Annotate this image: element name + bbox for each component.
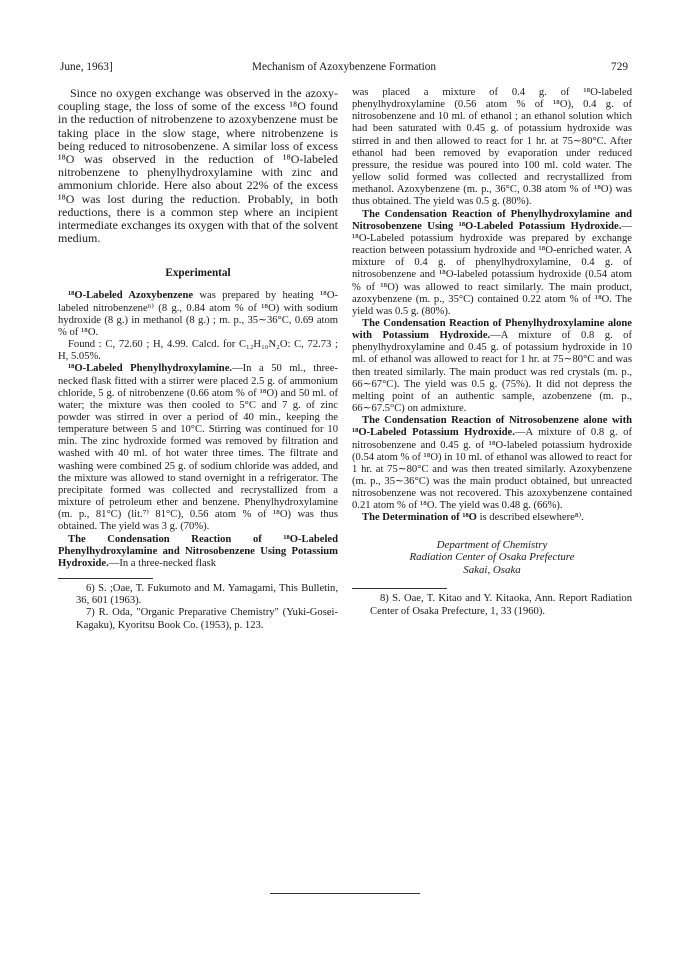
paragraph-continued: was placed a mixture of 0.4 g. of ¹⁸O-labeled phenylhydroxylamine (0.56 atom % of ¹⁸O), 0.4 g. of nitrosobenzene and 10 ml. of ethanol ; an ethanol solution which had been saturated with 0.45 g. of potassium hydroxide was stirred in and then allowed to react for 1 hr. at 75∼80°C. After ethanol had been removed by evaporation under reduced pressure, the residue was poured into 100 ml. cold water. The yellow solid formed was collected and recrystallized from methanol. Azoxybenzene (m. p., 36°C, 0.38 atom % of ¹⁸O) was thus obtained. The yield was 0.5 g. (80%). xyxy=(352,87,632,208)
run-in-heading: ¹⁸O-Labeled Azoxybenzene xyxy=(68,290,194,302)
left-column xyxy=(58,87,338,632)
paragraph-body: —A mixture of 0.8 g. of nitrosobenzene and 0.45 g. of ¹⁸O-labeled potassium hydroxide (0.54 atom % of ¹⁸O) in 10 ml. of ethanol was allowed to react for 1 hr. at 75∼80°C and was then treated similarly. Azoxybenzene (m. p., 35∼36°C) was the main product obtained, but unreacted nitrosobenzene was not recovered. This azoxybenzene contained 0.21 atom % of ¹⁸O. The yield was 0.48 g. (66%). xyxy=(352,427,632,512)
paragraph-labeled-koh xyxy=(352,209,632,318)
running-header xyxy=(60,59,628,75)
paragraph-body: was prepared by heating ¹⁸O-labeled nitrobenzene⁶⁾ (8 g., 0.84 atom % of ¹⁸O) with sodium hydroxide (8 g.) in methanol (8 g.) ; m. p., 35∼36°C, 0.69 atom % of ¹⁸O. xyxy=(58,290,339,338)
footnote-8: 8) S. Oae, T. Kitao and Y. Kitaoka, Ann. Report Radiation Center of Osaka Prefecture, 1, 33 (1960). xyxy=(370,593,632,617)
run-in-heading: The Condensation Reaction of Nitrosobenzene alone with ¹⁸O-Labeled Potassium Hydroxide. xyxy=(352,415,632,439)
paragraph-phenylhydroxylamine-alone xyxy=(352,318,632,415)
header-date: June, 1963] xyxy=(60,61,113,73)
right-column xyxy=(352,87,632,618)
run-in-heading: The Determination of ¹⁸O xyxy=(362,512,477,524)
run-in-heading: The Condensation Reaction of ¹⁸O-Labeled Phenylhydroxylamine and Nitrosobenzene Using Potassium Hydroxide. xyxy=(58,533,338,569)
footnote-rule xyxy=(58,578,153,579)
paragraph-labeled-phenylhydroxylamine xyxy=(58,363,338,533)
paragraph-body: —¹⁸O-Labeled potassium hydroxide was prepared by exchange reaction between potassium hydroxide and ¹⁸O-enriched water. A mixture of 0.4 g. of phenylhydroxylamine, 0.4 g. of nitrosobenzene and ¹⁸O-labeled potassium hydroxide (0.54 atom % of ¹⁸O) was allowed to react similarly. The main product, azoxybenzene (m. p., 35°C) contained 0.22 atom % of ¹⁸O. The yield was 0.5 g. (80%). xyxy=(352,220,632,317)
run-in-heading: ¹⁸O-Labeled Phenylhydroxylamine. xyxy=(68,363,233,375)
affiliation-center: Radiation Center of Osaka Prefecture xyxy=(409,551,575,564)
paragraph-determination xyxy=(352,512,632,524)
footnote-rule xyxy=(352,588,447,589)
paragraph-body: —In a 50 ml., three-necked flask fitted with a stirrer were placed 2.5 g. of ammonium chloride, 5 g. of nitrobenzene (0.66 atom % of ¹⁸O) and 50 ml. of water; the mixture was then cooled to 5°C and 7 g. of zinc powder was stirred in over a period of 40 min., keeping the temperature between 5 and 10°C. Stirring was continued for 10 min. The zinc hydroxide formed was removed by filtration and washed with 40 ml. of hot water three times. The filtrate and washing were combined 25 g. of sodium chloride was added, and the mixture was allowed to stand overnight in a refrigerator. The precipitate formed was collected and recrystallized from a mixture of petroleum ether and benzene. Phenylhydroxylamine (m. p., 81°C) (lit.⁷⁾ 81°C), 0.56 atom % of ¹⁸O) was thus obtained. The yield was 3 g. (70%). xyxy=(58,363,338,533)
paragraph-condensation-koh xyxy=(58,534,338,570)
paragraph-labeled-azoxybenzene xyxy=(58,290,338,339)
footnote-7: 7) R. Oda, "Organic Preparative Chemistry" (Yuki-Gosei-Kagaku), Kyoritsu Book Co. (1953), p. 123. xyxy=(76,607,338,631)
paragraph-nitrosobenzene-alone xyxy=(352,415,632,512)
run-in-heading: The Condensation Reaction of Phenylhydroxylamine and Nitrosobenzene Using ¹⁸O-Labeled Potassium Hydroxide. xyxy=(352,208,632,232)
end-rule xyxy=(270,893,420,894)
paragraph-analysis: Found : C, 72.60 ; H, 4.99. Calcd. for C₁₂H₁₀N₂O: C, 72.73 ; H, 5.05%. xyxy=(58,339,338,363)
paragraph-body: —In a three-necked flask xyxy=(108,557,217,569)
run-in-heading: The Condensation Reaction of Phenylhydroxylamine alone with Potassium Hydroxide. xyxy=(352,317,632,342)
affiliation xyxy=(352,539,632,577)
section-title-experimental: Experimental xyxy=(165,267,231,280)
paragraph-body: is described elsewhere⁸⁾. xyxy=(476,512,584,524)
page-number: 729 xyxy=(611,61,628,73)
affiliation-department: Department of Chemistry xyxy=(436,538,548,551)
header-title: Mechanism of Azoxybenzene Formation xyxy=(251,61,437,73)
paragraph-body: —A mixture of 0.8 g. of phenylhydroxylamine and 0.45 g. of potassium hydroxide in 10 ml. of ethanol was allowed to react for 1 hr. at 75∼80°C and was then treated similarly. The main product was red crystals (m. p., 66∼67°C). The yield was 0.5 g. (75%). It did not depress the melting point of an authentic sample, azobenzene (m. p., 66∼67.5°C) on admixture. xyxy=(352,330,632,415)
intro-paragraph: Since no oxygen exchange was observed in the azoxy-coupling stage, the loss of some of the excess ¹⁸O found in the reduction of nitrobenzene to azoxybenzene must be taking place in the slow stage, where nitrobenzene is being reduced to nitrosobenzene. A similar loss of excess ¹⁸O was observed in the reduction of ¹⁸O-labeled nitrobenzene to phenylhydroxylamine with zinc and ammonium chloride. Here also about 22% of the excess ¹⁸O was lost during the reduction. Probably, in both reductions, there is a common step where an incipient intermediate exchanges its oxygen with that of the solvent medium. xyxy=(58,86,338,246)
footnote-6: 6) S. ;Oae, T. Fukumoto and M. Yamagami, This Bulletin, 36, 601 (1963). xyxy=(76,583,338,607)
affiliation-city: Sakai, Osaka xyxy=(463,563,521,576)
